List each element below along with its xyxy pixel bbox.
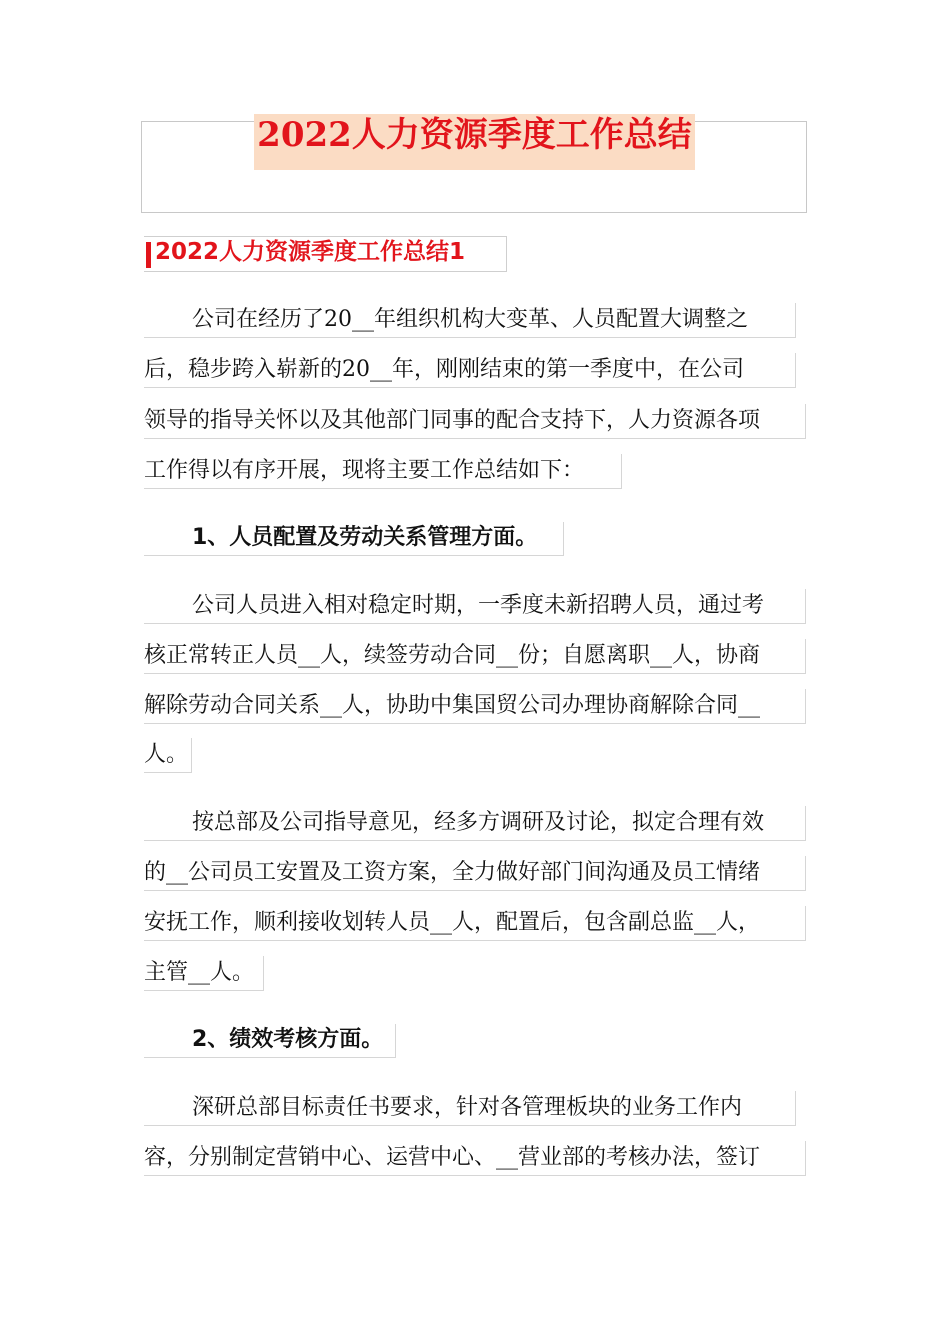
subsection-heading-1: 1、人员配置及劳动关系管理方面。 — [144, 522, 564, 556]
paragraph-line: 公司在经历了20__年组织机构大变革、人员配置大调整之 — [144, 303, 796, 338]
paragraph-line: 解除劳动合同关系__人，协助中集国贸公司办理协商解除合同__ — [144, 689, 806, 724]
paragraph-line: 安抚工作，顺利接收划转人员__人，配置后，包含副总监__人， — [144, 906, 806, 941]
paragraph-line: 按总部及公司指导意见，经多方调研及讨论，拟定合理有效 — [144, 806, 806, 841]
heading-marker — [146, 242, 151, 268]
paragraph-line: 后，稳步跨入崭新的20__年，刚刚结束的第一季度中，在公司 — [144, 353, 796, 388]
subsection-heading-2: 2、绩效考核方面。 — [144, 1024, 396, 1058]
paragraph-line: 的__公司员工安置及工资方案，全力做好部门间沟通及员工情绪 — [144, 856, 806, 891]
paragraph-line: 深研总部目标责任书要求，针对各管理板块的业务工作内 — [144, 1091, 796, 1126]
paragraph-line: 主管__人。 — [144, 956, 264, 991]
document-title: 2022人力资源季度工作总结 — [254, 114, 695, 170]
section-heading: 2022人力资源季度工作总结1 — [155, 239, 466, 265]
paragraph-line: 领导的指导关怀以及其他部门同事的配合支持下，人力资源各项 — [144, 404, 806, 439]
paragraph-line: 人。 — [144, 738, 192, 773]
paragraph-line: 工作得以有序开展，现将主要工作总结如下： — [144, 454, 622, 489]
paragraph-line: 容，分别制定营销中心、运营中心、__营业部的考核办法，签订 — [144, 1141, 806, 1176]
paragraph-line: 核正常转正人员__人，续签劳动合同__份；自愿离职__人，协商 — [144, 639, 806, 674]
paragraph-line: 公司人员进入相对稳定时期，一季度未新招聘人员，通过考 — [144, 589, 806, 624]
